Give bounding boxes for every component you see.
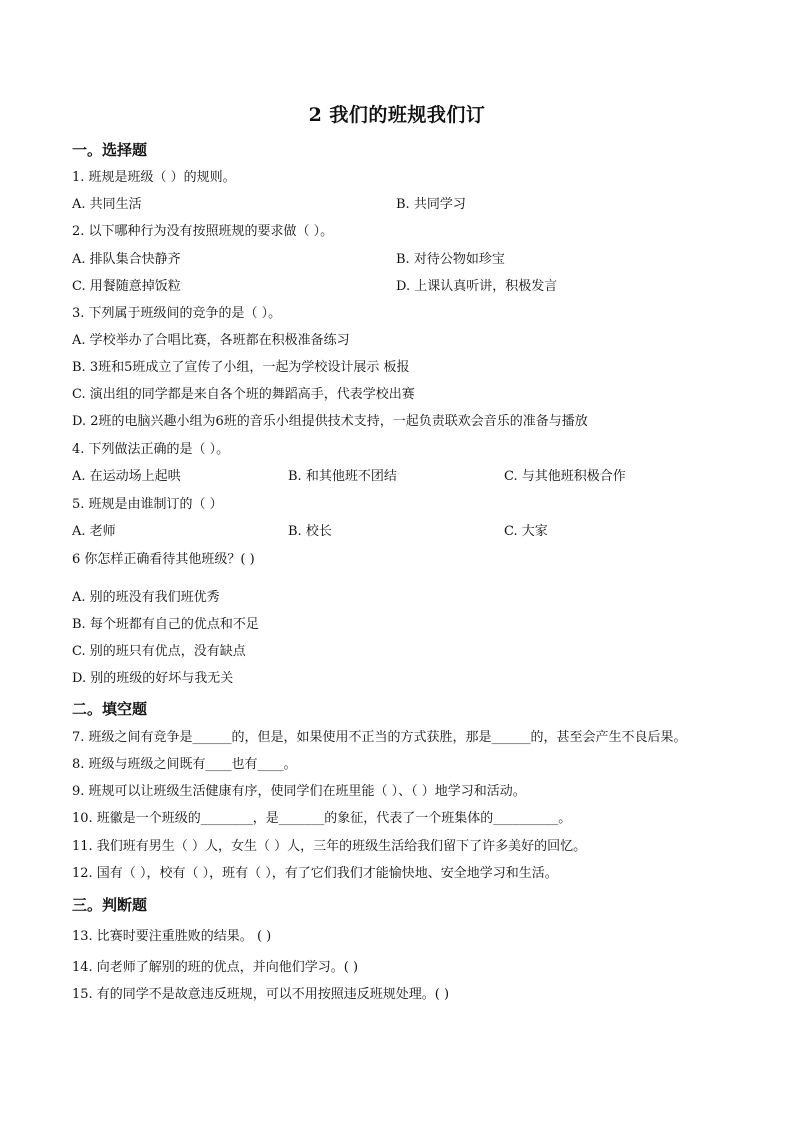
q5-option-b: B. 校长	[288, 524, 332, 539]
question-5: 5. 班规是由谁制订的（ ）	[72, 497, 223, 512]
q5-option-a: A. 老师	[72, 524, 116, 539]
q3-option-b: B. 3班和5班成立了宣传了小组，一起为学校设计展示 板报	[72, 360, 410, 375]
q6-option-a: A. 别的班没有我们班优秀	[72, 590, 220, 605]
q1-option-b: B. 共同学习	[396, 197, 466, 212]
question-14: 14. 向老师了解别的班的优点，并向他们学习。( )	[72, 960, 359, 975]
question-1: 1. 班规是班级（ ）的规则。	[72, 170, 236, 185]
q3-option-a: A. 学校举办了合唱比赛，各班都在积极准备练习	[72, 333, 350, 348]
q2-option-c: C. 用餐随意掉饭粒	[72, 279, 181, 294]
question-6: 6 你怎样正确看待其他班级？( )	[72, 552, 255, 567]
q4-option-b: B. 和其他班不团结	[288, 469, 397, 484]
section-heading-fill: 二。填空题	[72, 700, 148, 718]
question-12: 12. 国有（ ），校有（ ），班有（ ），有了它们我们才能愉快地、安全地学习和生活。	[72, 866, 558, 881]
question-4: 4. 下列做法正确的是（ ）。	[72, 442, 230, 457]
question-7: 7. 班级之间有竞争是______的，但是，如果使用不正当的方式获胜，那是______的，甚至会产生不良后果。	[72, 730, 687, 745]
question-11: 11. 我们班有男生（ ）人，女生（ ）人，三年的班级生活给我们留下了许多美好的回忆。	[72, 839, 587, 854]
page-title: 2 我们的班规我们订	[308, 104, 486, 126]
question-9: 9. 班规可以让班级生活健康有序，使同学们在班里能（ ）、（ ）地学习和活动。	[72, 784, 526, 799]
q2-option-d: D. 上课认真听讲，积极发言	[396, 279, 558, 294]
q3-option-c: C. 演出组的同学都是来自各个班的舞蹈高手，代表学校出赛	[72, 387, 415, 402]
q2-option-b: B. 对待公物如珍宝	[396, 252, 505, 267]
q4-option-c: C. 与其他班积极合作	[504, 469, 626, 484]
question-15: 15. 有的同学不是故意违反班规，可以不用按照违反班规处理。( )	[72, 987, 450, 1002]
q1-option-a: A. 共同生活	[72, 197, 142, 212]
question-3: 3. 下列属于班级间的竞争的是（ ）。	[72, 306, 282, 321]
q6-option-d: D. 别的班级的好坏与我无关	[72, 671, 234, 686]
q6-option-b: B. 每个班都有自己的优点和不足	[72, 617, 259, 632]
question-10: 10. 班徽是一个班级的________，是_______的象征，代表了一个班集体的__________。	[72, 811, 572, 826]
q3-option-d: D. 2班的电脑兴趣小组为6班的音乐小组提供技术支持，一起负责联欢会音乐的准备与播放	[72, 414, 588, 429]
question-2: 2. 以下哪种行为没有按照班规的要求做（ ）。	[72, 224, 334, 239]
question-13: 13. 比赛时要注重胜败的结果。 ( )	[72, 929, 272, 944]
q5-option-c: C. 大家	[504, 524, 548, 539]
question-8: 8. 班级与班级之间既有____也有____。	[72, 757, 297, 772]
section-heading-judge: 三。判断题	[72, 896, 148, 914]
q6-option-c: C. 别的班只有优点，没有缺点	[72, 644, 246, 659]
q4-option-a: A. 在运动场上起哄	[72, 469, 181, 484]
section-heading-choice: 一。选择题	[72, 141, 148, 159]
q2-option-a: A. 排队集合快静齐	[72, 252, 181, 267]
